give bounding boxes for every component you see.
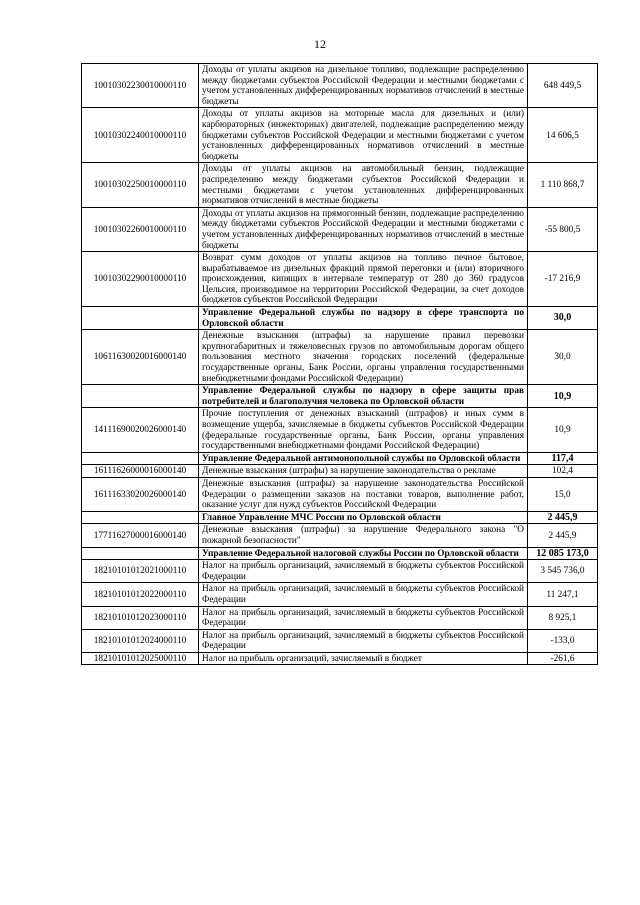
amount-cell: -17 216,9 [528, 252, 598, 307]
description-cell: Прочие поступления от денежных взысканий (штрафов) и иных сумм в возмещение ущерба, зачисляемые в бюджеты субъектов Российской Федерации (федеральные государственные органы, Банк России, органы управления государственными внебюджетными фондами Российской Федерации) [199, 408, 528, 452]
budget-code-cell: 10010302250010000110 [82, 163, 199, 207]
amount-cell: 2 445,9 [528, 511, 598, 524]
amount-cell: 10,9 [528, 408, 598, 452]
amount-cell: 2 445,9 [528, 524, 598, 547]
table-section-header-row [82, 511, 598, 524]
amount-cell: 30,0 [528, 307, 598, 330]
table-row [82, 652, 598, 665]
budget-code-cell [82, 385, 199, 408]
description-cell: Денежные взыскания (штрафы) за нарушение законодательства о рекламе [199, 465, 528, 478]
budget-code-cell: 10010302290010000110 [82, 252, 199, 307]
budget-code-cell: 18210101012025000110 [82, 652, 199, 665]
budget-code-cell [82, 547, 199, 560]
budget-code-cell: 16111633020026000140 [82, 477, 199, 511]
amount-cell: 11 247,1 [528, 583, 598, 606]
table-row [82, 560, 598, 583]
amount-cell: 10,9 [528, 385, 598, 408]
table-row [82, 108, 598, 163]
budget-code-cell [82, 452, 199, 465]
table-row [82, 330, 598, 385]
table-row [82, 252, 598, 307]
budget-code-cell: 10010302260010000110 [82, 207, 199, 251]
table-section-header-row [82, 547, 598, 560]
table-row [82, 606, 598, 629]
table-body [82, 64, 598, 665]
table-row [82, 524, 598, 547]
description-cell: Налог на прибыль организаций, зачисляемый в бюджеты субъектов Российской Федерации [199, 629, 528, 652]
budget-code-cell: 16111626000016000140 [82, 465, 199, 478]
amount-cell: -261,6 [528, 652, 598, 665]
budget-code-cell: 18210101012022000110 [82, 583, 199, 606]
budget-code-cell: 18210101012021000110 [82, 560, 199, 583]
description-cell: Управление Федеральной службы по надзору в сфере транспорта по Орловской области [199, 307, 528, 330]
amount-cell: 12 085 173,0 [528, 547, 598, 560]
description-cell: Возврат сумм доходов от уплаты акцизов на топливо печное бытовое, вырабатываемое из дизельных фракций прямой перегонки и (или) вторичного происхождения, кипящих в интервале температур от 280 до 360 градусов Цельсия, производимое на территории Российской Федерации, за счет доходов бюджетов субъектов Российской Федерации [199, 252, 528, 307]
budget-code-cell: 10611630020016000140 [82, 330, 199, 385]
page-number: 12 [314, 37, 326, 51]
table-row [82, 163, 598, 207]
description-cell: Доходы от уплаты акцизов на дизельное топливо, подлежащие распределению между бюджетами субъектов Российской Федерации и местными бюджетами с учетом установленных дифференцированных нормативов отчислений в местные бюджеты [199, 64, 528, 108]
table-row [82, 629, 598, 652]
amount-cell: 30,0 [528, 330, 598, 385]
table-row [82, 207, 598, 251]
table-row [82, 64, 598, 108]
description-cell: Управление Федеральной службы по надзору в сфере защиты прав потребителей и благополучия человека по Орловской области [199, 385, 528, 408]
table-row [82, 408, 598, 452]
description-cell: Управление Федеральной налоговой службы России по Орловской области [199, 547, 528, 560]
description-cell: Денежные взыскания (штрафы) за нарушение Федерального закона "О пожарной безопасности" [199, 524, 528, 547]
table-row [82, 465, 598, 478]
amount-cell: 3 545 736,0 [528, 560, 598, 583]
amount-cell: -133,0 [528, 629, 598, 652]
table-section-header-row [82, 452, 598, 465]
description-cell: Доходы от уплаты акцизов на прямогонный бензин, подлежащие распределению между бюджетами субъектов Российской Федерации и местными бюджетами с учетом установленных дифференцированных нормативов отчислений в местные бюджеты [199, 207, 528, 251]
amount-cell: 648 449,5 [528, 64, 598, 108]
budget-revenue-table [81, 63, 598, 665]
description-cell: Доходы от уплаты акцизов на моторные масла для дизельных и (или) карбюраторных (инжекторных) двигателей, подлежащие распределению между бюджетами субъектов Российской Федерации и местными бюджетами с учетом установленных дифференцированных нормативов отчислений в местные бюджеты [199, 108, 528, 163]
budget-code-cell: 18210101012023000110 [82, 606, 199, 629]
amount-cell: 14 606,5 [528, 108, 598, 163]
description-cell: Налог на прибыль организаций, зачисляемый в бюджеты субъектов Российской Федерации [199, 583, 528, 606]
table-section-header-row [82, 385, 598, 408]
budget-code-cell [82, 511, 199, 524]
amount-cell: 117,4 [528, 452, 598, 465]
description-cell: Налог на прибыль организаций, зачисляемый в бюджет [199, 652, 528, 665]
description-cell: Главное Управление МЧС России по Орловской области [199, 511, 528, 524]
amount-cell: 8 925,1 [528, 606, 598, 629]
amount-cell: -55 800,5 [528, 207, 598, 251]
budget-code-cell: 18210101012024000110 [82, 629, 199, 652]
description-cell: Налог на прибыль организаций, зачисляемый в бюджеты субъектов Российской Федерации [199, 606, 528, 629]
budget-code-cell: 10010302240010000110 [82, 108, 199, 163]
table-row [82, 477, 598, 511]
description-cell: Денежные взыскания (штрафы) за нарушение правил перевозки крупногабаритных и тяжеловесных грузов по автомобильным дорогам общего пользования местного значения городских поселений (федеральные государственные органы, Банк России, органы управления государственными внебюджетными фондами Российской Федерации) [199, 330, 528, 385]
amount-cell: 1 110 868,7 [528, 163, 598, 207]
budget-code-cell: 10010302230010000110 [82, 64, 199, 108]
description-cell: Денежные взыскания (штрафы) за нарушение законодательства Российской Федерации о размещении заказов на поставки товаров, выполнение работ, оказание услуг для нужд субъектов Российской Федерации [199, 477, 528, 511]
amount-cell: 15,0 [528, 477, 598, 511]
description-cell: Доходы от уплаты акцизов на автомобильный бензин, подлежащие распределению между бюджетами субъектов Российской Федерации и местными бюджетами с учетом установленных дифференцированных нормативов отчислений в местные бюджеты [199, 163, 528, 207]
budget-code-cell: 17711627000016000140 [82, 524, 199, 547]
budget-code-cell [82, 307, 199, 330]
description-cell: Налог на прибыль организаций, зачисляемый в бюджеты субъектов Российской Федерации [199, 560, 528, 583]
table-row [82, 583, 598, 606]
table-section-header-row [82, 307, 598, 330]
budget-code-cell: 14111690020026000140 [82, 408, 199, 452]
description-cell: Управление Федеральной антимонопольной службы по Орловской области [199, 452, 528, 465]
amount-cell: 102,4 [528, 465, 598, 478]
